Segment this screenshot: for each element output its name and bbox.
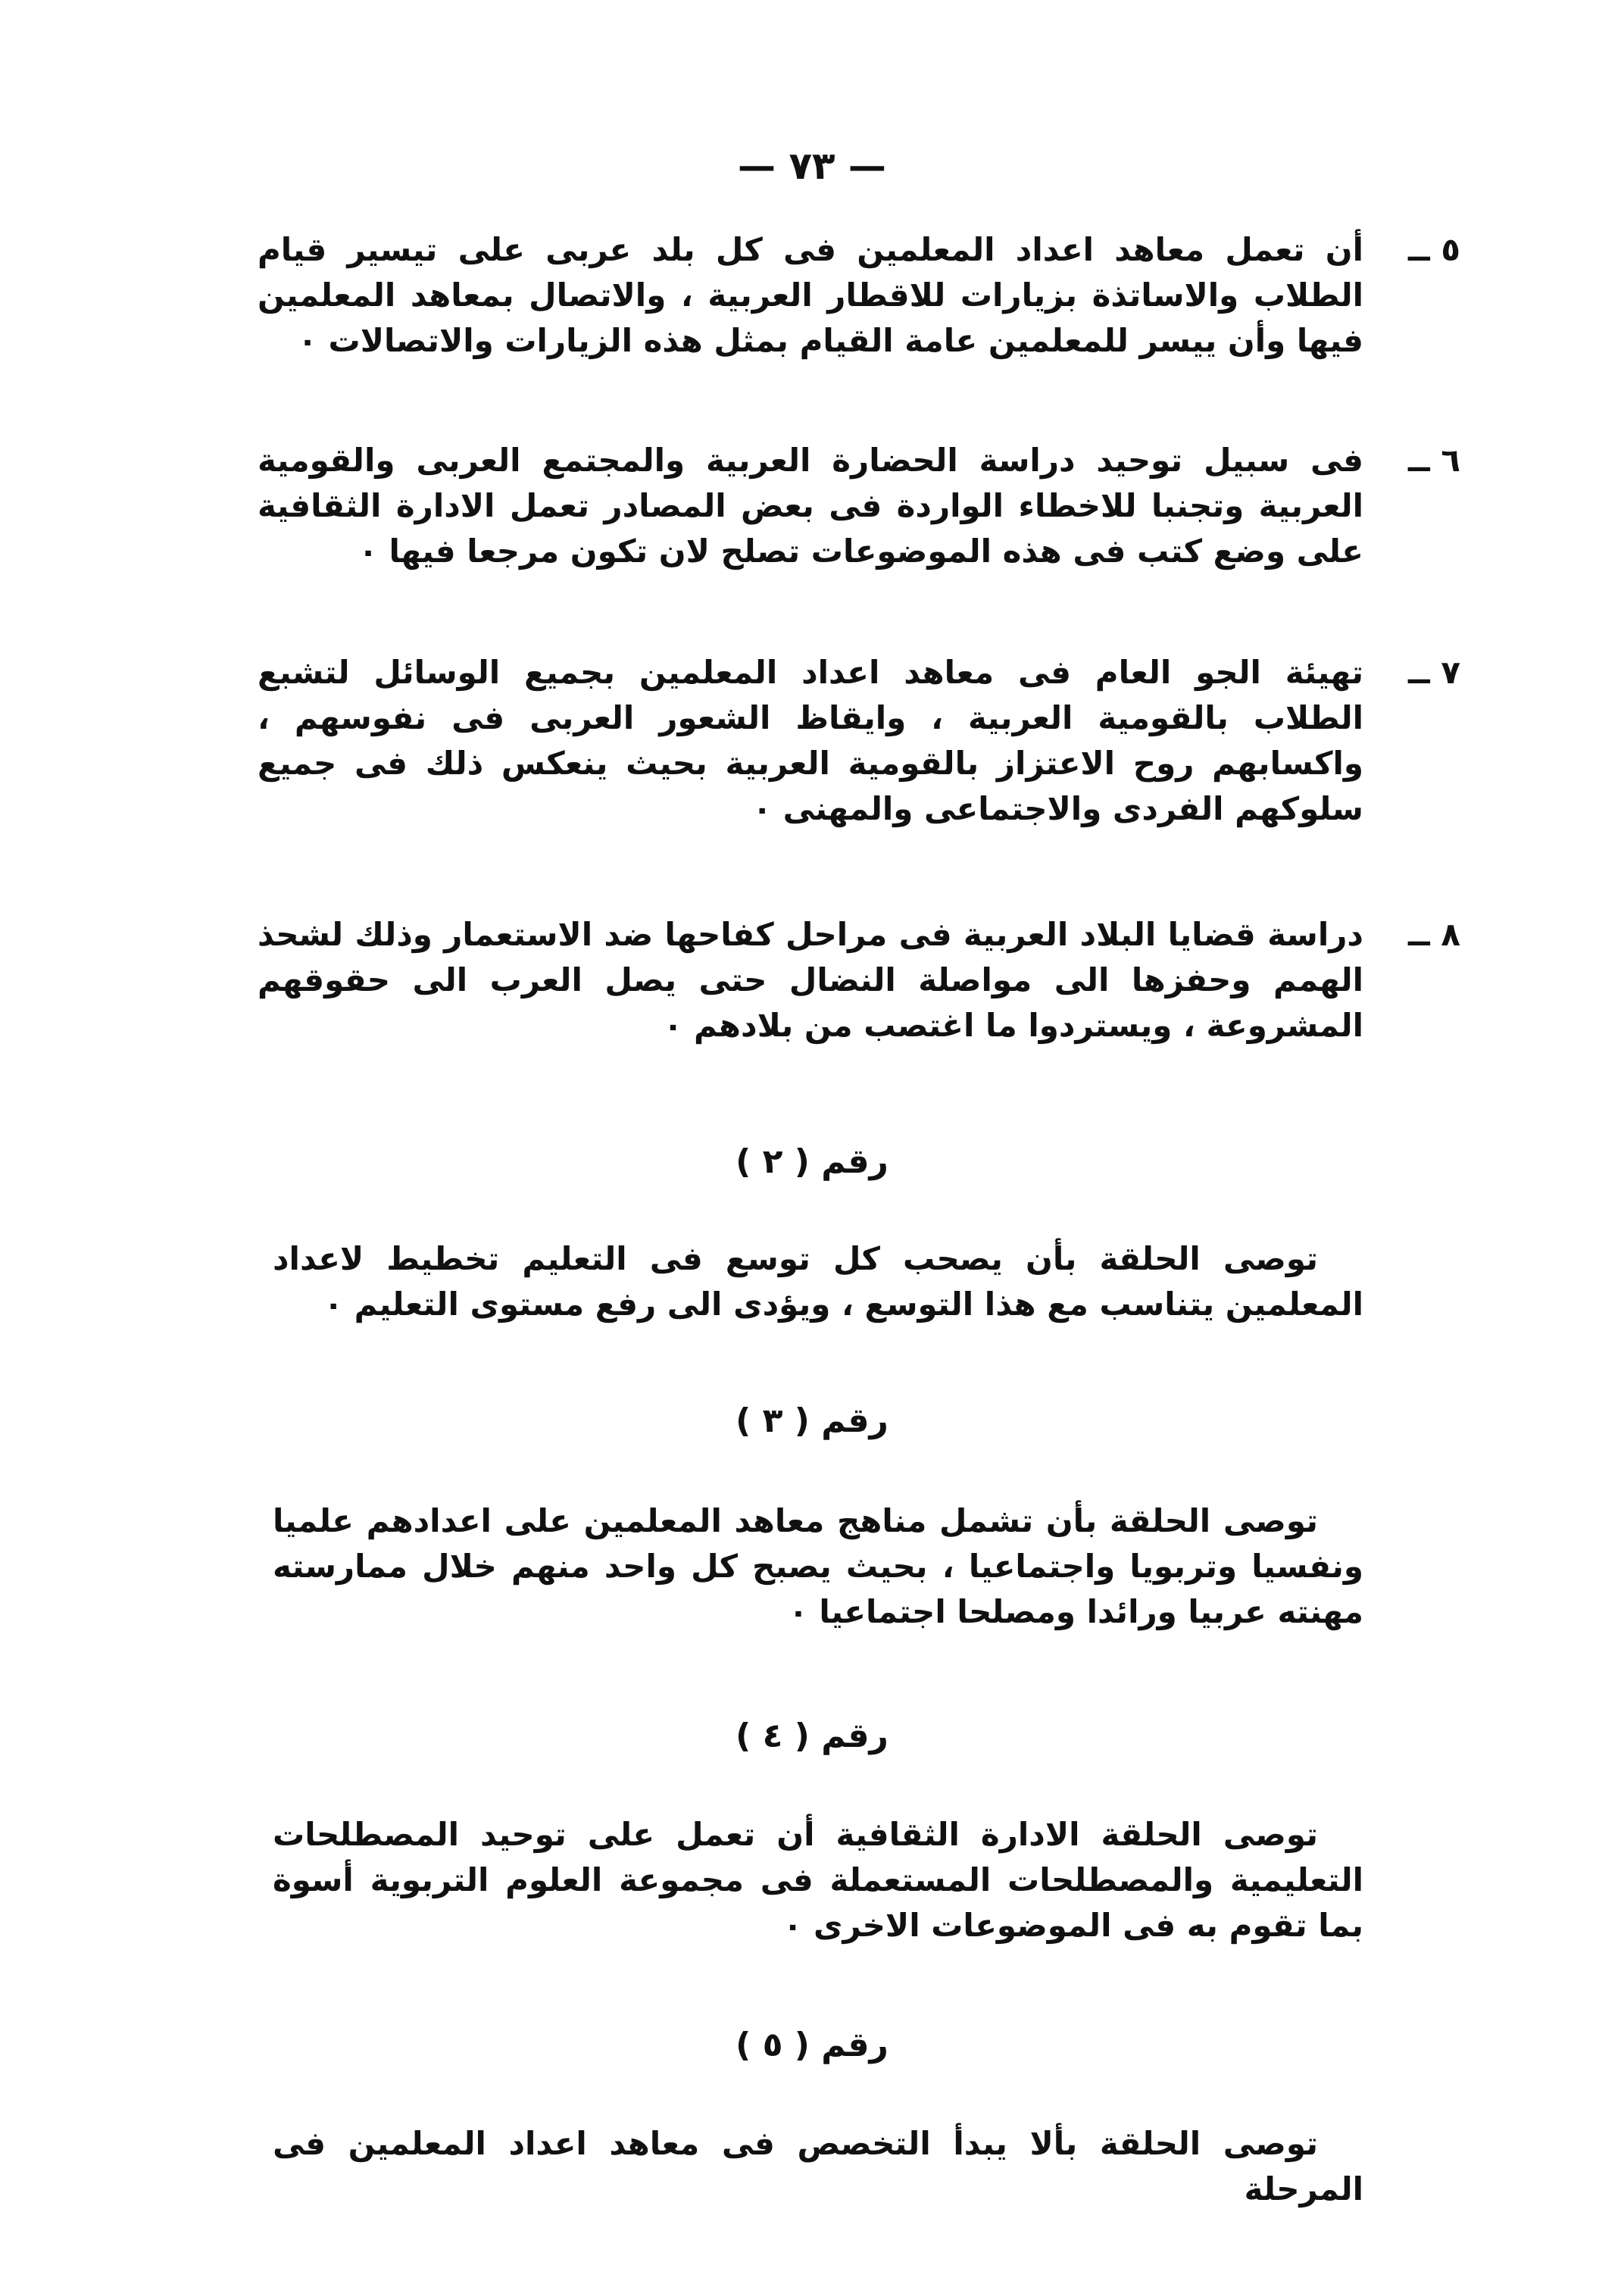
section-heading-4: رقم ( ٤ ): [735, 1717, 889, 1755]
item-number: ٦ ــ: [1408, 442, 1460, 479]
page-number: — ٧٣ —: [738, 144, 886, 188]
section-text-5: توصى الحلقة بألا يبدأ التخصص فى معاهد اعداد المعلمين فى المرحلة: [273, 2125, 1363, 2207]
section-heading-3: رقم ( ٣ ): [735, 1401, 889, 1440]
item-text: دراسة قضايا البلاد العربية فى مراحل كفاحها ضد الاستعمار وذلك لشحذ الهمم وحفزها الى مواصلة النضال حتى يصل العرب الى حقوقهم المشروعة ، ويستردوا ما اغتصب من بلادهم ٠: [258, 916, 1363, 1044]
item-text: تهيئة الجو العام فى معاهد اعداد المعلمين بجميع الوسائل لتشبع الطلاب بالقومية العربية ، وايقاظ الشعور العربى فى نفوسهم ، واكسابهم روح الاعتزاز بالقومية العربية بحيث ينعكس ذلك فى جميع سلوكهم الفردى والاجتماعى والمهنى ٠: [258, 654, 1363, 827]
list-item-6: [258, 438, 1460, 574]
item-number: ٥ ــ: [1408, 231, 1460, 268]
item-text: فى سبيل توحيد دراسة الحضارة العربية والمجتمع العربى والقومية العربية وتجنبا للاخطاء الواردة فى بعض المصادر تعمل الادارة الثقافية على وضع كتب فى هذه الموضوعات تصلح لان تكون مرجعا فيها ٠: [258, 442, 1363, 570]
list-item-5: [258, 227, 1460, 364]
section-heading-5: رقم ( ٥ ): [735, 2026, 889, 2064]
list-item-7: [258, 650, 1460, 832]
item-number: ٧ ــ: [1408, 654, 1460, 691]
section-text-2: توصى الحلقة بأن يصحب كل توسع فى التعليم تخطيط لاعداد المعلمين يتناسب مع هذا التوسع ، ويؤدى الى رفع مستوى التعليم ٠: [273, 1240, 1363, 1323]
list-item-8: [258, 912, 1460, 1048]
item-text: أن تعمل معاهد اعداد المعلمين فى كل بلد عربى على تيسير قيام الطلاب والاساتذة بزيارات للاقطار العربية ، والاتصال بمعاهد المعلمين فيها وأن ييسر للمعلمين عامة القيام بمثل هذه الزيارات والاتصالات ٠: [258, 231, 1363, 359]
section-text-3: توصى الحلقة بأن تشمل مناهج معاهد المعلمين على اعدادهم علميا ونفسيا وتربويا واجتماعيا ، بحيث يصبح كل واحد منهم خلال ممارسته مهنته عربيا ورائدا ومصلحا اجتماعيا ٠: [273, 1502, 1363, 1630]
section-heading-2: رقم ( ٢ ): [735, 1142, 889, 1181]
item-number: ٨ ــ: [1408, 916, 1460, 953]
section-text-4: توصى الحلقة الادارة الثقافية أن تعمل على توحيد المصطلحات التعليمية والمصطلحات المستعملة فى مجموعة العلوم التربوية أسوة بما تقوم به فى الموضوعات الاخرى ٠: [273, 1816, 1363, 1944]
